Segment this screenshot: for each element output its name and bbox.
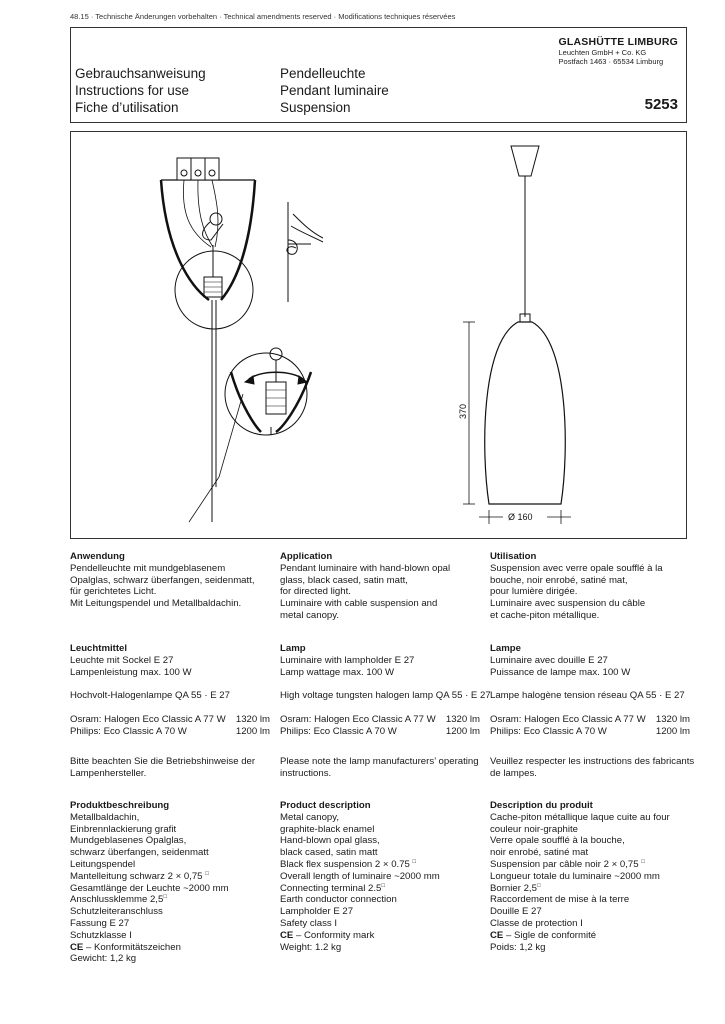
lamp-line: Puissance de lampe max. 100 W	[490, 666, 631, 678]
application-line: et cache-piton métallique.	[490, 609, 600, 621]
lamp-section-de	[70, 643, 270, 737]
description-line: Verre opale soufflé à la bouche,	[490, 835, 625, 847]
lamp-table-row	[490, 726, 690, 738]
square-mm-symbol: □	[412, 858, 417, 865]
lamp-lumen: 1320 lm	[655, 713, 690, 725]
lamp-section-fr	[490, 643, 690, 737]
product-title-fr: Suspension	[280, 100, 351, 115]
cable-text: Suspension par câble noir 2 × 0,75	[490, 858, 642, 870]
note-line: Bitte beachten Sie die Betriebshinweise der	[70, 756, 256, 767]
cable-line	[70, 871, 270, 883]
brand-block	[559, 36, 678, 66]
ceiling-hook-detail	[287, 202, 323, 302]
description-heading: Produktbeschreibung	[70, 800, 170, 811]
terminal-line	[280, 883, 480, 895]
note-line: Veuillez respecter les instructions des fabricants	[490, 756, 695, 767]
terminal-text: Bornier 2,5	[490, 882, 537, 894]
lamp-name: Osram: Halogen Eco Classic A 77 W	[70, 713, 226, 725]
product-description-en	[280, 800, 480, 953]
description-heading: Description du produit	[490, 800, 593, 811]
lamp-name: Philips: Eco Classic A 70 W	[490, 725, 607, 737]
doc-title-fr: Fiche d’utilisation	[75, 100, 179, 115]
column-german	[70, 551, 270, 610]
lamp-line: Luminaire with lampholder E 27	[280, 654, 415, 666]
lamp-name: Osram: Halogen Eco Classic A 77 W	[280, 713, 436, 725]
ce-line	[70, 942, 270, 954]
length-line: Overall length of luminaire ~2000 mm	[280, 870, 440, 882]
doc-title-de: Gebrauchsanweisung	[75, 66, 206, 81]
description-line: noir enrobé, satiné mat	[490, 847, 589, 859]
lamp-line: Lamp wattage max. 100 W	[280, 666, 395, 678]
application-line: bouche, noir enrobé, satiné mat,	[490, 574, 628, 586]
brand-address: Postfach 1463 · 65534 Limburg	[558, 57, 664, 66]
description-line: Hand-blown opal glass,	[280, 835, 380, 847]
application-heading: Application	[280, 551, 333, 562]
ce-line	[280, 930, 480, 942]
application-line: Pendelleuchte mit mundgeblasenem	[70, 562, 226, 574]
lamp-section-en	[280, 643, 491, 737]
description-line: Raccordement de mise à la terre	[490, 894, 630, 906]
terminal-text: Anschlussklemme 2,5	[70, 894, 164, 906]
ce-text: – Conformity mark	[293, 929, 375, 941]
note-line: instructions.	[280, 767, 332, 779]
note-line: Lampenhersteller.	[70, 767, 147, 779]
technical-amendments-note: 48.15 · Technische Änderungen vorbehalten · Technical amendments reserved · Modifications techniques réservées	[70, 12, 456, 21]
halogen-lamp-line: High voltage tungsten halogen lamp QA 55 · E 27	[280, 690, 491, 702]
ce-line	[490, 930, 690, 942]
manufacturer-note-de	[70, 756, 270, 780]
lamp-line: Luminaire avec douille E 27	[490, 654, 608, 666]
height-dimension-label: 370	[458, 403, 468, 419]
ce-mark-icon: CE	[280, 929, 294, 941]
ce-mark-icon: CE	[70, 941, 84, 953]
description-line: Douille E 27	[490, 906, 542, 918]
manufacturer-note-fr	[490, 756, 695, 780]
luminaire-drawing	[71, 132, 686, 538]
description-line: Fassung E 27	[70, 917, 130, 929]
weight-line: Weight: 1.2 kg	[280, 941, 342, 953]
lamp-name: Osram: Halogen Eco Classic A 77 W	[490, 713, 646, 725]
square-mm-symbol: □	[205, 870, 209, 877]
lamp-lumen: 1200 lm	[655, 725, 690, 737]
application-line: Suspension avec verre opale soufflé à la	[490, 562, 663, 574]
application-line: Mit Leitungspendel und Metallbaldachin.	[70, 598, 242, 610]
square-mm-symbol: □	[641, 858, 645, 865]
doc-title-en: Instructions for use	[75, 83, 190, 98]
product-description-de	[70, 800, 270, 965]
description-line: Earth conductor connection	[280, 894, 397, 906]
note-line: de lampes.	[490, 767, 537, 779]
application-line: glass, black cased, satin matt,	[280, 574, 408, 586]
halogen-lamp-line: Lampe halogène tension réseau QA 55 · E 27	[490, 690, 685, 702]
description-line: Schutzleiteranschluss	[70, 906, 163, 918]
weight-line: Gewicht: 1,2 kg	[70, 953, 137, 965]
ce-mark-icon: CE	[490, 929, 504, 941]
technical-drawing-panel	[70, 131, 687, 539]
lamp-name: Philips: Eco Classic A 70 W	[280, 725, 397, 737]
application-line: Pendant luminaire with hand-blown opal	[280, 562, 451, 574]
lamp-table-row	[280, 726, 480, 738]
description-line: Metallbaldachin,	[70, 811, 140, 823]
description-line: Lampholder E 27	[280, 906, 354, 918]
ce-text: – Konformitätszeichen	[83, 941, 181, 953]
lamp-table-row	[280, 714, 480, 726]
description-line: Mundgeblasenes Opalglas,	[70, 835, 187, 847]
document-header	[70, 27, 687, 123]
length-line: Gesamtlänge der Leuchte ~2000 mm	[70, 882, 229, 894]
brand-name: GLASHÜTTE LIMBURG	[558, 36, 678, 48]
lamp-line: Leuchte mit Sockel E 27	[70, 654, 174, 666]
ce-text: – Sigle de conformité	[503, 929, 597, 941]
description-line: graphite-black enamel	[280, 823, 375, 835]
application-line: metal canopy.	[280, 609, 340, 621]
document-type-titles	[75, 65, 206, 116]
weight-line: Poids: 1,2 kg	[490, 941, 546, 953]
application-heading: Anwendung	[70, 551, 125, 562]
application-heading: Utilisation	[490, 551, 537, 562]
column-english	[280, 551, 480, 622]
cable-text: Mantelleitung schwarz 2 × 0,75	[70, 870, 206, 882]
square-mm-symbol: □	[381, 882, 385, 889]
lamp-heading: Lamp	[280, 643, 306, 654]
length-line: Longueur totale du luminaire ~2000 mm	[490, 870, 660, 882]
cable-text: Black flex suspension 2 × 0.75	[280, 858, 413, 870]
lamp-name: Philips: Eco Classic A 70 W	[70, 725, 187, 737]
lamp-heading: Lampe	[490, 643, 521, 654]
cable-line	[280, 859, 480, 871]
description-line: Schutzklasse I	[70, 929, 132, 941]
description-heading: Product description	[280, 800, 371, 811]
terminal-line	[490, 883, 690, 895]
description-line: Metal canopy,	[280, 811, 340, 823]
description-line: schwarz überfangen, seidenmatt	[70, 847, 209, 859]
application-line: Opalglas, schwarz überfangen, seidenmatt,	[70, 574, 255, 586]
product-description-fr	[490, 800, 690, 953]
diameter-dimension-label: Ø 160	[508, 512, 533, 522]
lamp-table-row	[490, 714, 690, 726]
application-line: for directed light.	[280, 586, 351, 598]
terminal-line	[70, 894, 270, 906]
application-line: für gerichtetes Licht.	[70, 586, 157, 598]
lamp-lumen: 1200 lm	[235, 725, 270, 737]
lamp-line: Lampenleistung max. 100 W	[70, 666, 192, 678]
square-mm-symbol: □	[536, 882, 541, 889]
lamp-lumen: 1200 lm	[445, 725, 480, 737]
note-line: Please note the lamp manufacturers’ operating	[280, 756, 479, 767]
column-french	[490, 551, 690, 622]
lamp-lumen: 1320 lm	[445, 713, 480, 725]
application-line: Luminaire avec suspension du câble	[490, 598, 646, 610]
shade-cross-section	[161, 158, 255, 522]
application-line: Luminaire with cable suspension and	[280, 598, 438, 610]
luminaire-elevation	[463, 146, 571, 524]
lamp-heading: Leuchtmittel	[70, 643, 128, 654]
halogen-lamp-line: Hochvolt-Halogenlampe QA 55 · E 27	[70, 690, 230, 702]
description-line: Einbrennlackierung grafit	[70, 823, 177, 835]
description-line: black cased, satin matt	[280, 847, 378, 859]
manufacturer-note-en	[280, 756, 480, 780]
lamp-table-row	[70, 714, 270, 726]
lamp-table-row	[70, 726, 270, 738]
application-line: pour lumière dirigée.	[490, 586, 578, 598]
description-line: Safety class I	[280, 917, 338, 929]
description-line: Classe de protection I	[490, 917, 583, 929]
product-title-de: Pendelleuchte	[280, 66, 366, 81]
product-titles	[280, 65, 389, 116]
terminal-text: Connecting terminal 2.5	[280, 882, 382, 894]
lamp-insertion-detail	[225, 348, 311, 435]
cable-line	[490, 859, 690, 871]
lamp-lumen: 1320 lm	[235, 713, 270, 725]
brand-company: Leuchten GmbH + Co. KG	[558, 48, 647, 57]
model-number: 5253	[644, 96, 678, 113]
description-line: couleur noir-graphite	[490, 823, 578, 835]
description-line: Cache-piton métallique laque cuite au four	[490, 811, 670, 823]
square-mm-symbol: □	[163, 894, 167, 901]
description-line: Leitungspendel	[70, 858, 136, 870]
application-section	[70, 551, 270, 610]
product-title-en: Pendant luminaire	[280, 83, 389, 98]
